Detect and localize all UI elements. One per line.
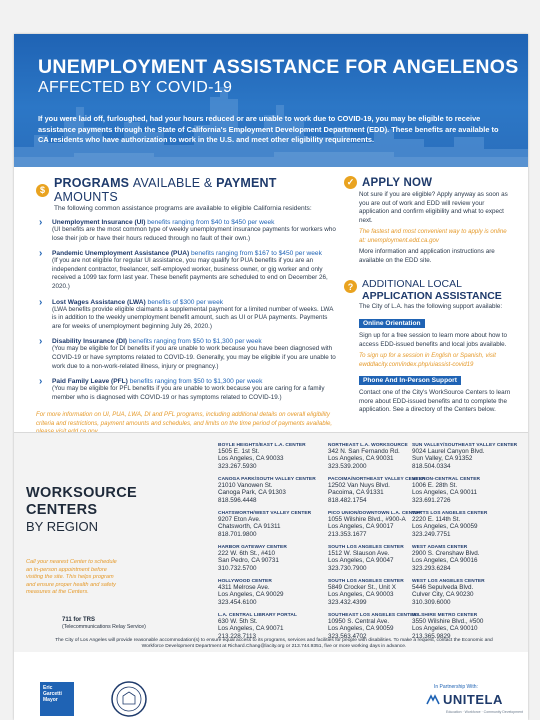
program-item-pfl: › Paid Family Leave (PFL) benefits ranging from $50 to $1,300 per week (You may be eligible for PFL benefits if you are unable to work because you are caring for a family member who is diagnosed with COVID-19 or has symptoms related to COVID-19.) xyxy=(39,376,325,401)
center-entry: BOYLE HEIGHTS/EAST L.A. CENTER 1505 E. 1st St. Los Angeles, CA 90033 323.267.5930 xyxy=(218,443,306,470)
tty-description: (Telecommunications Relay Service) xyxy=(62,624,146,630)
mayor-logo: Eric Garcetti Mayor xyxy=(40,682,74,716)
programs-title: PROGRAMS AVAILABLE & PAYMENT AMOUNTS xyxy=(54,176,277,204)
checkmark-icon: ✓ xyxy=(344,176,357,189)
partnership-label: In Partnership With: xyxy=(434,684,478,690)
flyer-page xyxy=(14,34,528,720)
page-title: UNEMPLOYMENT ASSISTANCE FOR ANGELENOS xyxy=(38,56,519,78)
apply-text: Not sure if you are eligible? Apply anyway as soon as you are out of work and EDD will review your application and confirm eligibility and what to expect next. xyxy=(359,191,508,224)
center-entry: HARBOR GATEWAY CENTER 222 W. 6th St., #410 San Pedro, CA 90731 310.732.5700 xyxy=(218,545,287,572)
worksource-by-region: BY REGION xyxy=(26,519,99,534)
intro-paragraph: If you were laid off, furloughed, had your hours reduced or are unable to work due to COVID-19, you may be eligible to receive assistance payments through the State of California's Employment Development Department (EDD). These benefits are available to CA residents who have authorization to work in the U.S. and meet other eligibility requirements. xyxy=(38,114,499,145)
dollar-icon: $ xyxy=(36,184,49,197)
apply-title: APPLY NOW xyxy=(362,176,433,189)
program-item-pua: › Pandemic Unemployment Assistance (PUA) benefits ranging from $167 to $450 per week (If you are not eligible for regular UI assistance, you may qualify for PUA benefits if you are an independent contractor, freelancer, self-employed worker, business owner, or gig worker and only received a 1099 tax form last year. These benefit payments are scheduled to end on December 26, 2020.) xyxy=(39,248,328,290)
center-entry: WATTS LOS ANGELES CENTER 2220 E. 114th St. Los Angeles, CA 90059 323.249.7751 xyxy=(412,511,488,538)
phone-support-text: Contact one of the City's WorkSource Centers to learn more about EDD-issued benefits and to complete the application. See a directory of the Centers below. xyxy=(359,388,511,414)
programs-intro: The following common assistance programs are available to eligible California residents: xyxy=(54,205,312,212)
worksource-title: WORKSOURCE CENTERS xyxy=(26,485,137,518)
center-entry: CHATSWORTH/WEST VALLEY CENTER 9207 Eton Ave. Chatsworth, CA 91311 818.701.9800 xyxy=(218,511,312,538)
page-subtitle: AFFECTED BY COVID-19 xyxy=(38,79,233,96)
program-item-di: › Disability Insurance (DI) benefits ranging from $50 to $1,300 per week (You may be eligible for DI benefits if you are unable to work because you have been diagnosed with COVID-19 or have symptoms related to COVID-19. Generally, you may be eligible if you are unable to work due to a non-work-related illness, injury or pregnancy.) xyxy=(39,336,336,370)
center-entry: SOUTH LOS ANGELES CENTER 1512 W. Slauson Ave. Los Angeles, CA 90047 323.730.7900 xyxy=(328,545,404,572)
center-entry: PACOIMA/NORTHEAST VALLEY CENTER 12502 Van Nuys Blvd. Pacoima, CA 91331 818.482.1754 xyxy=(328,477,426,504)
chevron-right-icon: › xyxy=(39,376,43,388)
accessibility-note: The City of Los Angeles will provide reasonable accommodation(s) to ensure equal access to its programs, services and facilities for people with disabilities. To make a request, contact the Economic and Workforce Development Department at Richard.Chang@lacity.org or 213.744.9351, five or more working days in advance. xyxy=(55,638,493,650)
center-entry: SOUTH LOS ANGELES CENTER 5849 Crocker St., Unit X Los Angeles, CA 90003 323.432.4399 xyxy=(328,579,404,606)
local-title-line2: APPLICATION ASSISTANCE xyxy=(362,289,502,302)
worksource-section xyxy=(14,432,528,652)
programs-more-info: For more information on UI, PUA, LWA, DI and PFL programs, including additional details on overall eligibility criteria and restrictions, payment amounts and schedules, and limits on the time period of payments available, xyxy=(36,411,333,427)
center-entry: SOUTHEAST LOS ANGELES CENTER 10950 S. Central Ave. Los Angeles, CA 90059 323.563.4702 xyxy=(328,613,417,640)
center-entry: WEST LOS ANGELES CENTER 5446 Sepulveda Blvd. Culver City, CA 90230 310.309.6000 xyxy=(412,579,485,606)
program-item-ui: › Unemployment Insurance (UI) benefits ranging from $40 to $450 per week (UI benefits are the most common type of weekly unemployment insurance payments for workers who lose their job or have their hours reduced through no fault of their own.) xyxy=(39,217,336,242)
local-title-line1: ADDITIONAL LOCAL xyxy=(362,278,462,291)
center-entry: PICO UNION/DOWNTOWN L.A. CENTER 1055 Wilshire Blvd., #900-A Los Angeles, CA 90017 213.353.1677 xyxy=(328,511,423,538)
center-entry: VERNON-CENTRAL CENTER 1006 E. 28th St. Los Angeles, CA 90011 323.691.2726 xyxy=(412,477,481,504)
phone-support-label: Phone And In-Person Support xyxy=(359,376,461,385)
center-entry: HOLLYWOOD CENTER 4311 Melrose Ave. Los Angeles, CA 90029 323.454.6100 xyxy=(218,579,284,606)
apply-column xyxy=(344,176,514,415)
chevron-right-icon: › xyxy=(39,217,43,228)
center-entry: L.A. CENTRAL LIBRARY PORTAL 630 W. 5th St. Los Angeles, CA 90071 213.228.7113 xyxy=(218,613,298,640)
local-intro: The City of L.A. has the following support available: xyxy=(359,303,503,311)
center-entry: CANOGA PARK/SOUTH VALLEY CENTER 21010 Vanowen St. Canoga Park, CA 91303 818.596.4448 xyxy=(218,477,316,504)
chevron-right-icon: › xyxy=(39,296,43,308)
local-heading xyxy=(344,279,514,302)
program-item-lwa: › Lost Wages Assistance (LWA) benefits of $300 per week (LWA benefits provide eligible claimants a supplemental payment for a limited number of weeks. LWA is in addition to the weekly unemployment benefit amount, such as UI or PUA payments. Payments are for weeks of unemployment beginning July 26, 2020.) xyxy=(39,296,334,330)
center-entry: WILSHIRE METRO CENTER 3550 Wilshire Blvd., #500 Los Angeles, CA 90010 213.365.9829 xyxy=(412,613,484,640)
programs-section xyxy=(36,176,336,437)
chevron-right-icon: › xyxy=(39,336,43,348)
programs-heading xyxy=(36,176,336,204)
header-banner xyxy=(14,34,528,167)
center-entry: NORTHEAST L.A. WORKSOURCE 342 N. San Fernando Rd. Los Angeles, CA 90031 323.539.2000 xyxy=(328,443,408,470)
apply-heading xyxy=(344,176,514,189)
question-mark-icon: ? xyxy=(344,280,357,293)
online-orientation-label: Online Orientation xyxy=(359,319,425,328)
online-orientation-text: Sign up for a free session to learn more about how to access EDD-issued benefits and local jobs available. xyxy=(359,331,508,348)
unitela-mark-icon xyxy=(426,694,440,706)
unitela-tagline: Education · Workforce · Community Development xyxy=(446,710,523,714)
apply-more-info: More information and application instructions are available on the EDD site. xyxy=(359,248,495,264)
unitela-logo: UNITELA xyxy=(426,692,503,707)
tty-number: 711 for TRS xyxy=(62,617,96,623)
center-entry: SUN VALLEY/SOUTHEAST VALLEY CENTER 9024 Laurel Canyon Blvd. Sun Valley, CA 91352 818.504.0334 xyxy=(412,443,518,470)
photo-background xyxy=(0,0,540,34)
appointment-note: Call your nearest Center to schedule an in-person appointment before visiting the site. This helps program and ensure proper health and safety measures at the Centers. xyxy=(26,559,117,596)
orientation-signup-link[interactable]: To sign up for a session in English or Spanish, visit ewddlacity.com/index.php/uiassist-covid19 xyxy=(359,352,496,368)
center-entry: WEST ADAMS CENTER 2900 S. Crenshaw Blvd. Los Angeles, CA 90016 323.293.6284 xyxy=(412,545,480,572)
city-seal-icon xyxy=(110,680,148,718)
chevron-right-icon: › xyxy=(39,248,43,260)
apply-online-link[interactable]: The fastest and most convenient way to apply is online at: unemployment.edd.ca.gov xyxy=(359,228,507,244)
